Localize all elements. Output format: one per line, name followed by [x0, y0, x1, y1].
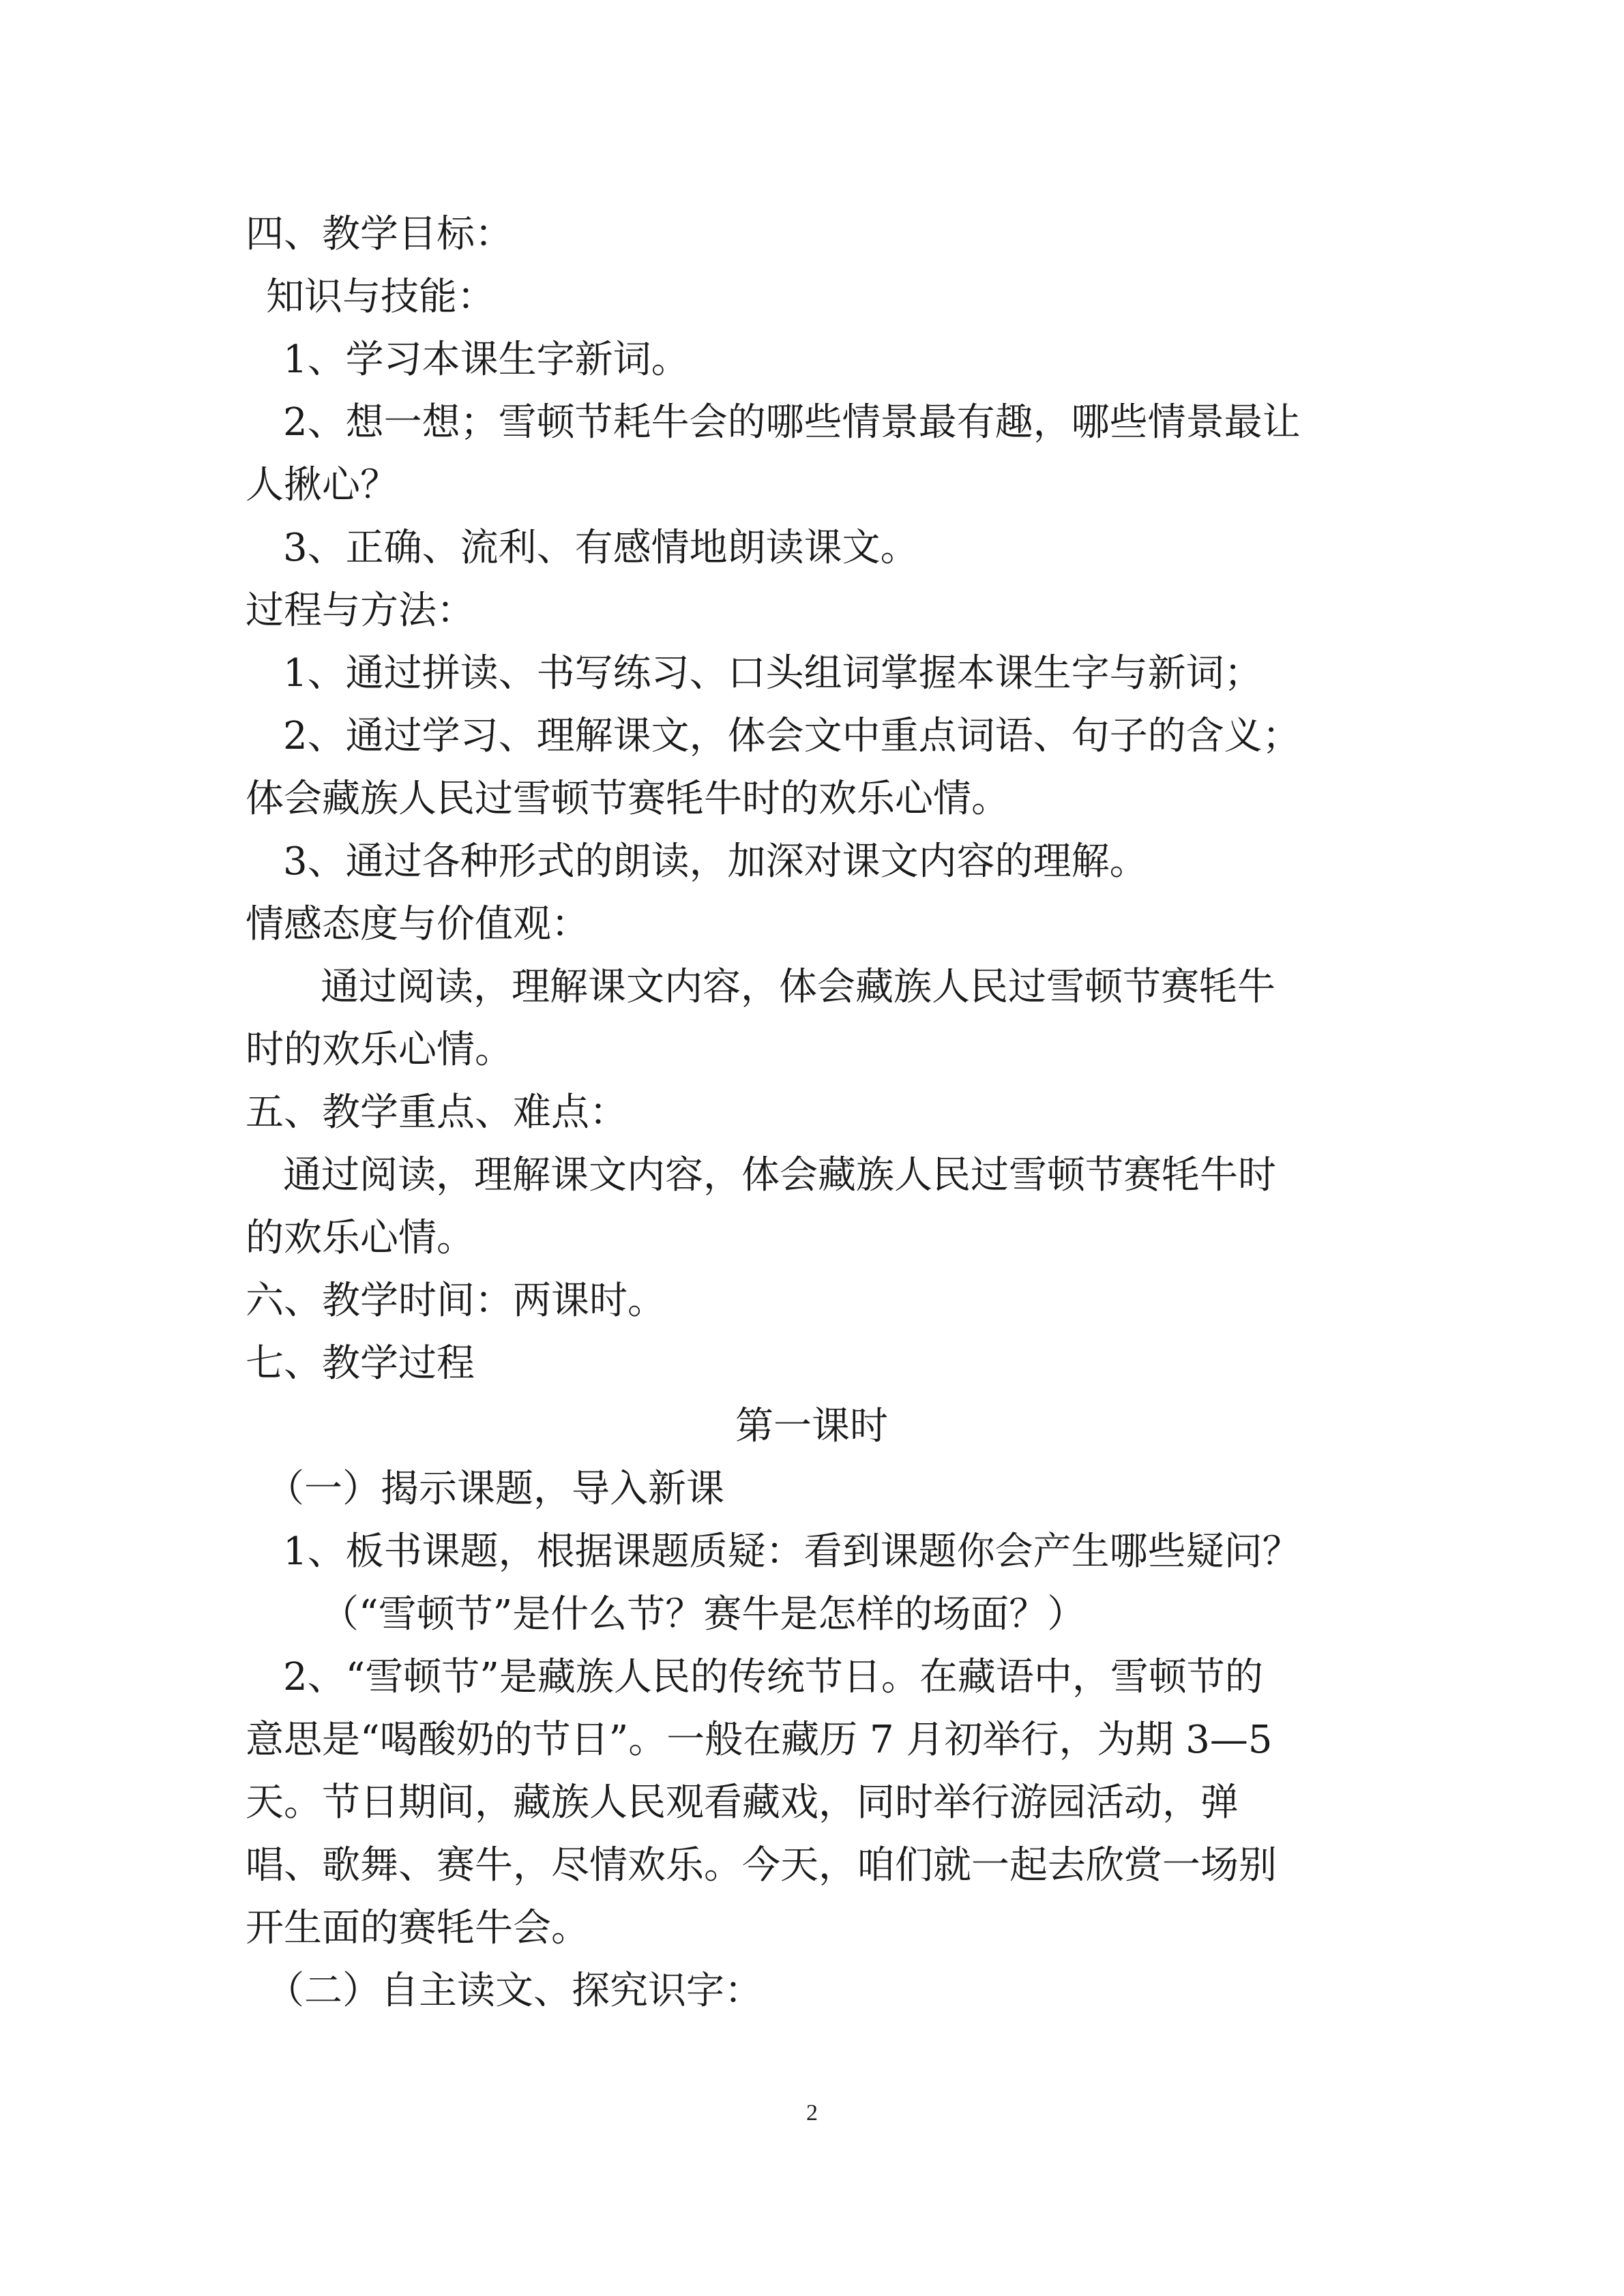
section-heading-objectives: 四、教学目标：	[246, 212, 513, 256]
subheading-process-methods: 过程与方法：	[246, 588, 475, 633]
paragraph-line: 开生面的赛牦牛会。	[246, 1906, 589, 1950]
subheading-reveal-topic: （一）揭示课题，导入新课	[266, 1467, 724, 1511]
page-number: 2	[806, 2100, 818, 2126]
section-heading-key-points: 五、教学重点、难点：	[246, 1090, 628, 1135]
paragraph-line: 时的欢乐心情。	[246, 1028, 513, 1072]
paragraph-line: 人揪心？	[246, 463, 398, 507]
subheading-self-reading: （二）自主读文、探究识字：	[266, 1969, 763, 2013]
subheading-knowledge-skills: 知识与技能：	[266, 275, 495, 319]
paragraph-line: 2、通过学习、理解课文，体会文中重点词语、句子的含义；	[283, 714, 1301, 758]
paragraph-line: 通过阅读，理解课文内容，体会藏族人民过雪顿节赛牦牛	[321, 965, 1275, 1009]
subheading-emotion-values: 情感态度与价值观：	[246, 902, 589, 946]
paragraph-line: 通过阅读，理解课文内容，体会藏族人民过雪顿节赛牦牛时	[283, 1153, 1276, 1197]
lesson-title: 第一课时	[735, 1404, 888, 1448]
paragraph-line: 体会藏族人民过雪顿节赛牦牛时的欢乐心情。	[246, 777, 1009, 821]
paragraph-line: 3、通过各种形式的朗读，加深对课文内容的理解。	[283, 839, 1148, 884]
paragraph-line: 唱、歌舞、赛牛，尽情欢乐。今天，咱们就一起去欣赏一场别	[246, 1843, 1277, 1888]
paragraph-line: （“雪顿节”是什么节？赛牛是怎样的场面？）	[321, 1592, 1086, 1637]
paragraph-line: 的欢乐心情。	[246, 1216, 475, 1260]
paragraph-line: 1、板书课题，根据课题质疑：看到课题你会产生哪些疑问？	[283, 1530, 1301, 1574]
document-body	[246, 203, 1378, 2023]
section-heading-teaching-process: 七、教学过程	[246, 1341, 475, 1386]
section-heading-teaching-time: 六、教学时间：两课时。	[246, 1279, 666, 1323]
paragraph-line: 意思是“喝酸奶的节日”。一般在藏历 7 月初举行，为期 3—5	[246, 1718, 1273, 1762]
paragraph-line: 1、学习本课生字新词。	[283, 338, 690, 382]
paragraph-line: 1、通过拼读、书写练习、口头组词掌握本课生字与新词；	[283, 651, 1263, 696]
paragraph-line: 2、想一想；雪顿节耗牛会的哪些情景最有趣，哪些情景最让	[283, 400, 1301, 445]
paragraph-line: 3、正确、流利、有感情地朗读课文。	[283, 526, 919, 570]
paragraph-line: 天。节日期间，藏族人民观看藏戏，同时举行游园活动，弹	[246, 1780, 1239, 1825]
paragraph-line: 2、“雪顿节”是藏族人民的传统节日。在藏语中，雪顿节的	[283, 1655, 1263, 1699]
